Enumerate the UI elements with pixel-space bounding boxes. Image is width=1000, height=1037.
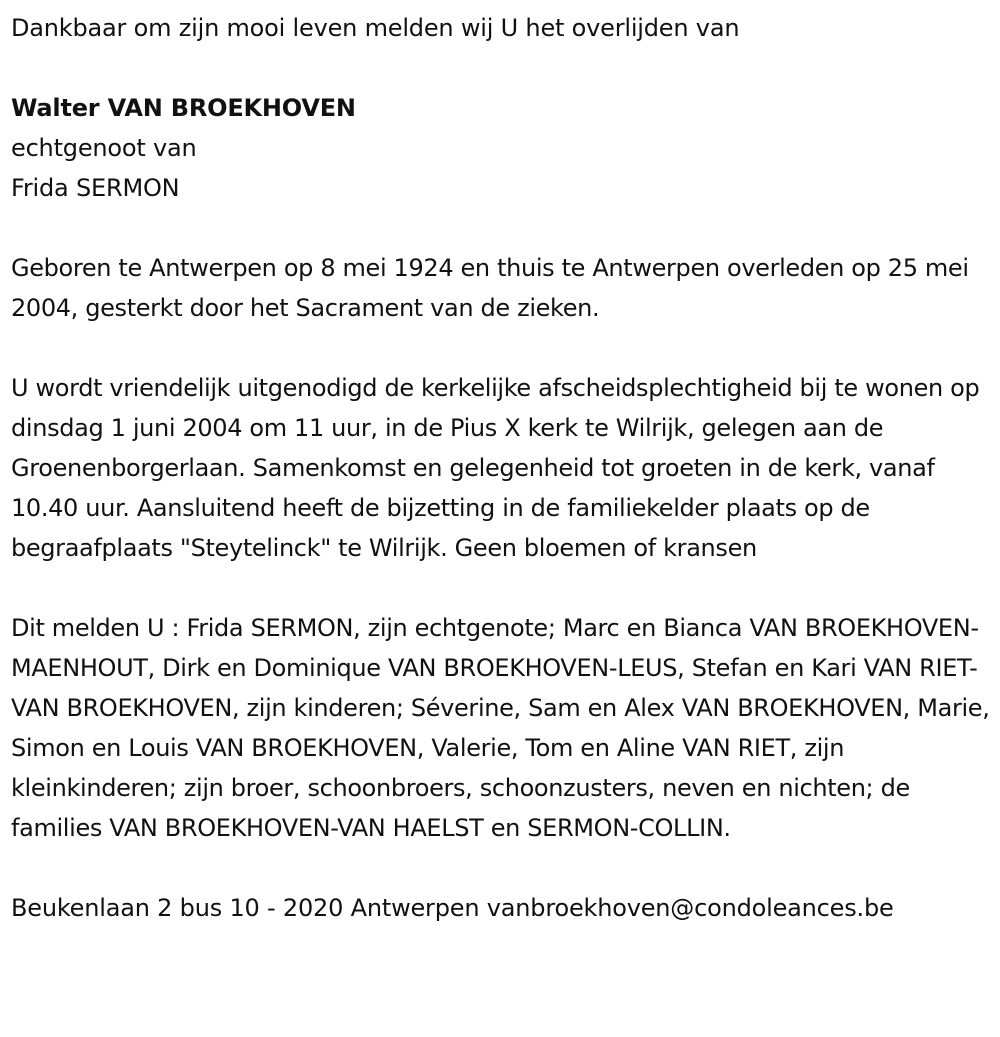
spacer bbox=[11, 848, 993, 888]
family-text: Dit melden U : Frida SERMON, zijn echtgenote; Marc en Bianca VAN BROEKHOVEN-MAENHOUT, Dirk en Dominique VAN BROEKHOVEN-LEUS, Stefan en Kari VAN RIET-VAN BROEKHOVEN, zijn kinderen; Séverine, Sam en Alex VAN BROEKHOVEN, Marie, Simon en Louis VAN BROEKHOVEN, Valerie, Tom en Aline VAN RIET, zijn kleinkinderen; zijn broer, schoonbroers, schoonzusters, neven en nichten; de families VAN BROEKHOVEN-VAN HAELST en SERMON-COLLIN. bbox=[11, 614, 990, 842]
spacer bbox=[11, 48, 993, 88]
obituary-document bbox=[11, 8, 993, 928]
spouse-name: Frida SERMON bbox=[11, 174, 180, 202]
birth-death-text: Geboren te Antwerpen op 8 mei 1924 en thuis te Antwerpen overleden op 25 mei 2004, gesterkt door het Sacrament van de zieken. bbox=[11, 254, 969, 322]
deceased-name: Walter VAN BROEKHOVEN bbox=[11, 94, 356, 122]
spacer bbox=[11, 208, 993, 248]
ceremony-text: U wordt vriendelijk uitgenodigd de kerkelijke afscheidsplechtigheid bij te wonen op dinsdag 1 juni 2004 om 11 uur, in de Pius X kerk te Wilrijk, gelegen aan de Groenenborgerlaan. Samenkomst en gelegenheid tot groeten in de kerk, vanaf 10.40 uur. Aansluitend heeft de bijzetting in de familiekelder plaats op de begraafplaats "Steytelinck" te Wilrijk. Geen bloemen of kransen bbox=[11, 374, 980, 562]
relation-text: echtgenoot van bbox=[11, 134, 197, 162]
spacer bbox=[11, 568, 993, 608]
footer-line bbox=[11, 888, 993, 928]
address-text: Beukenlaan 2 bus 10 - 2020 Antwerpen bbox=[11, 894, 480, 922]
email-link[interactable]: vanbroekhoven@condoleances.be bbox=[486, 894, 894, 922]
spacer bbox=[11, 328, 993, 368]
intro-text: Dankbaar om zijn mooi leven melden wij U het overlijden van bbox=[11, 14, 740, 42]
